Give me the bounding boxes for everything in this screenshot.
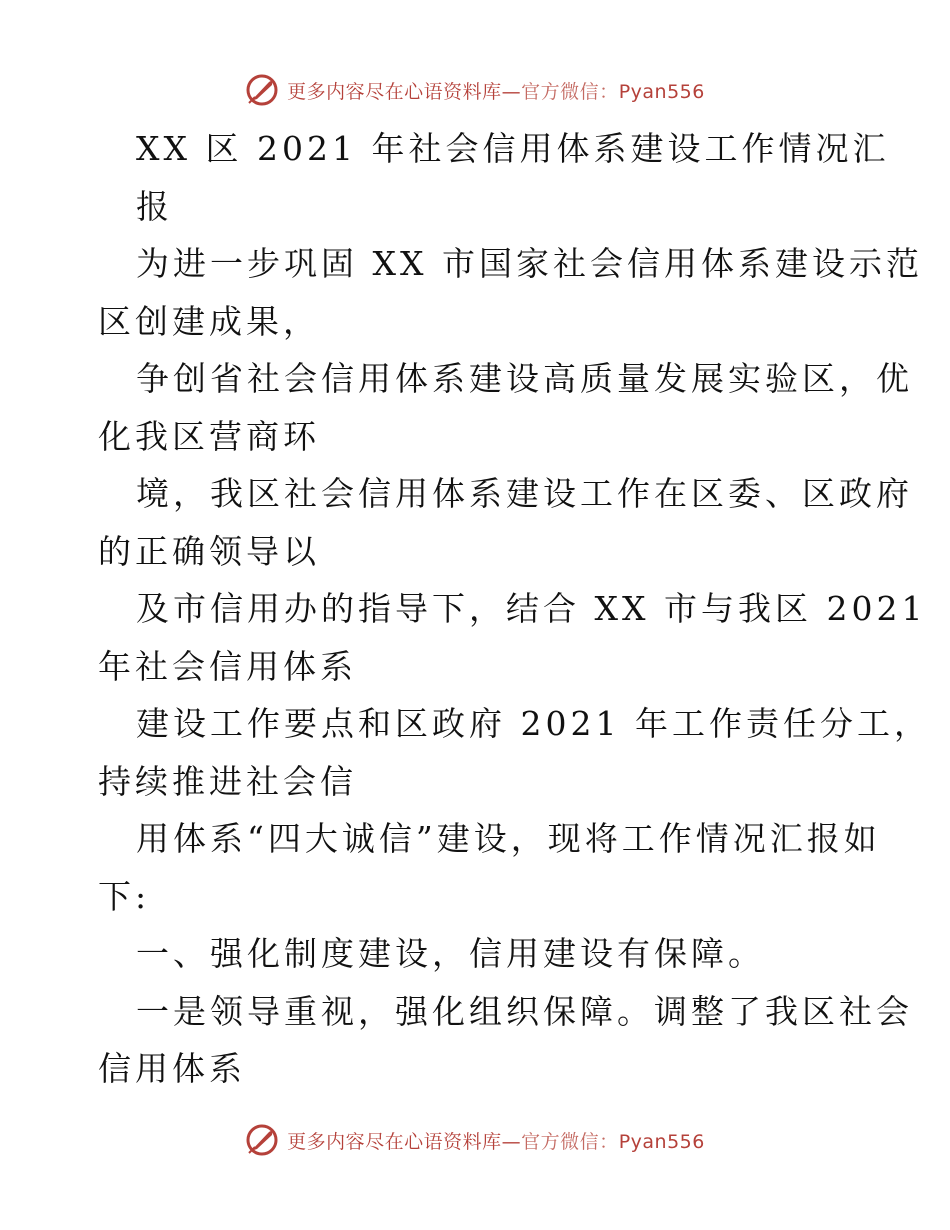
paragraph-line: 持续推进社会信: [98, 761, 357, 801]
section-heading: 一、强化制度建设，信用建设有保障。: [136, 934, 765, 973]
paragraph-line: 的正确领导以: [98, 531, 320, 571]
watermark-site: 更多内容尽在心语资料库: [287, 1130, 502, 1153]
watermark-contact-value: Pyan556: [618, 1130, 705, 1153]
paragraph-line: 用体系“四大诚信”建设，现将工作情况汇报如: [136, 819, 881, 858]
footer-watermark: [0, 1120, 950, 1160]
watermark-contact-label: 官方微信：: [521, 1130, 619, 1153]
watermark-site: 更多内容尽在心语资料库: [287, 80, 502, 103]
feather-seal-icon: [245, 73, 279, 107]
paragraph-line: 争创省社会信用体系建设高质量发展实验区，优: [136, 359, 913, 398]
paragraph-line: 境，我区社会信用体系建设工作在区委、区政府: [136, 474, 913, 513]
paragraph-line: 化我区营商环: [98, 416, 320, 456]
paragraph-line: 下:: [98, 876, 151, 916]
watermark-separator: —: [501, 1130, 522, 1153]
paragraph-line: 区创建成果，: [98, 301, 320, 341]
paragraph-line: 建设工作要点和区政府 2021 年工作责任分工，: [136, 704, 931, 743]
watermark-contact-label: 官方微信：: [521, 80, 619, 103]
paragraph-line: 信用体系: [98, 1049, 246, 1088]
watermark-text: [287, 77, 705, 104]
paragraph-line: 为进一步巩固 XX 市国家社会信用体系建设示范: [136, 244, 923, 283]
title-line-1: XX 区 2021 年社会信用体系建设工作情况汇: [136, 129, 890, 168]
paragraph-line: 及市信用办的指导下，结合 XX 市与我区 2021: [136, 589, 927, 628]
paragraph-line: 一是领导重视，强化组织保障。调整了我区社会: [136, 991, 913, 1031]
document-body: [98, 120, 931, 1098]
feather-seal-icon: [245, 1123, 279, 1157]
watermark-separator: —: [501, 80, 522, 103]
paragraph-line: 年社会信用体系: [98, 646, 357, 686]
watermark-contact-value: Pyan556: [618, 80, 705, 103]
title-line-2: 报: [136, 186, 173, 226]
watermark-text: [287, 1127, 705, 1154]
header-watermark: [0, 70, 950, 110]
